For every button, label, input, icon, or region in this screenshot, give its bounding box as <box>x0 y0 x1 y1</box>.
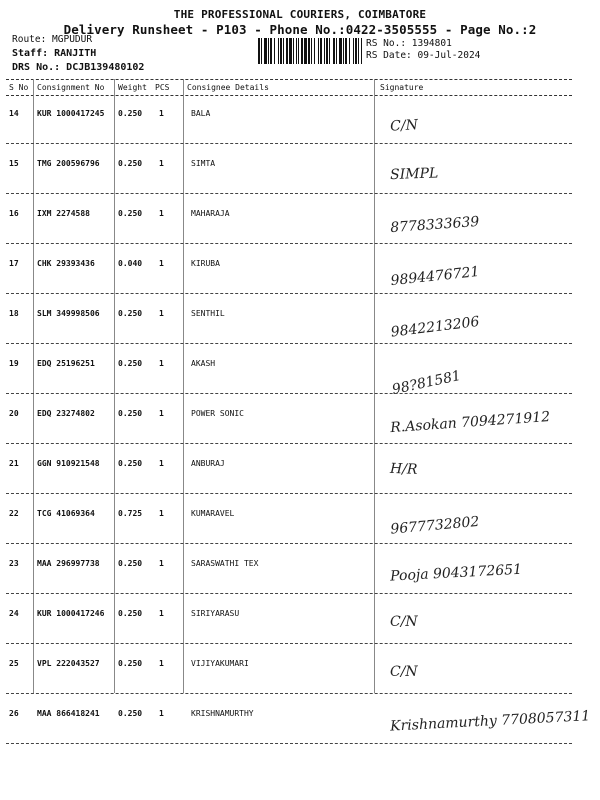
signature-text: Krishnamurthy 7708057311 <box>389 708 591 735</box>
cell-pcs: 1 <box>159 459 164 468</box>
runsheet-meta-left <box>12 33 144 75</box>
cell-weight: 0.250 <box>118 459 143 468</box>
table-row <box>0 346 600 399</box>
col-header-consignment: Consignment No <box>37 83 105 92</box>
row-separator <box>6 343 572 344</box>
cell-consignment: EDQ 25196251 <box>37 359 95 368</box>
cell-weight: 0.250 <box>118 659 143 668</box>
cell-sno: 19 <box>9 359 19 368</box>
signature-text: R.Asokan 7094271912 <box>389 408 551 437</box>
signature-text: SIMPL <box>389 165 439 184</box>
table-row <box>0 296 600 346</box>
signature-handwriting <box>378 446 578 494</box>
table-row <box>0 696 600 746</box>
signature-text: 98?81581 <box>390 367 463 399</box>
cell-sno: 26 <box>9 709 19 718</box>
row-separator <box>6 243 572 244</box>
barcode-image <box>258 38 362 64</box>
row-separator <box>6 443 572 444</box>
signature-text: 9842213206 <box>389 313 481 341</box>
col-header-sno: S No <box>9 83 29 92</box>
table-row <box>0 646 600 696</box>
cell-consignment: VPL 222043527 <box>37 659 100 668</box>
cell-consignee: ANBURAJ <box>191 459 225 468</box>
company-name: THE PROFESSIONAL COURIERS, COIMBATORE <box>173 8 427 21</box>
cell-pcs: 1 <box>159 509 164 518</box>
signature-handwriting <box>378 346 578 399</box>
cell-weight: 0.250 <box>118 309 143 318</box>
signature-text: 9894476721 <box>389 263 481 290</box>
table-row <box>0 596 600 646</box>
cell-sno: 23 <box>9 559 19 568</box>
rs-date: RS Date: 09-Jul-2024 <box>366 50 481 61</box>
table-row <box>0 196 600 246</box>
cell-pcs: 1 <box>159 709 164 718</box>
col-header-signature: Signature <box>380 83 424 92</box>
cell-consignee: SIMTA <box>191 159 216 168</box>
cell-weight: 0.250 <box>118 109 143 118</box>
row-separator <box>6 543 572 544</box>
cell-sno: 17 <box>9 259 19 268</box>
col-header-consignee: Consignee Details <box>187 83 269 92</box>
cell-weight: 0.250 <box>118 709 143 718</box>
signature-handwriting <box>378 96 578 144</box>
row-separator <box>6 643 572 644</box>
rs-number: RS No.: 1394801 <box>366 38 452 49</box>
cell-weight: 0.250 <box>118 359 143 368</box>
cell-consignee: AKASH <box>191 359 216 368</box>
table-row <box>0 246 600 296</box>
cell-consignment: CHK 29393436 <box>37 259 95 268</box>
signature-text: Pooja 9043172651 <box>389 561 523 585</box>
signature-handwriting <box>378 496 578 544</box>
cell-consignee: BALA <box>191 109 211 118</box>
row-separator <box>6 593 572 594</box>
signature-text: 8778333639 <box>389 213 480 237</box>
cell-weight: 0.250 <box>118 409 143 418</box>
cell-consignment: TMG 200596796 <box>37 159 100 168</box>
table-row <box>0 146 600 196</box>
cell-weight: 0.250 <box>118 159 143 168</box>
table-row <box>0 396 600 446</box>
cell-weight: 0.725 <box>118 509 143 518</box>
cell-sno: 14 <box>9 109 19 118</box>
cell-pcs: 1 <box>159 609 164 618</box>
cell-consignment: MAA 296997738 <box>37 559 100 568</box>
cell-consignment: EDQ 23274802 <box>37 409 95 418</box>
cell-pcs: 1 <box>159 159 164 168</box>
signature-text: C/N <box>389 117 419 135</box>
cell-pcs: 1 <box>159 309 164 318</box>
cell-weight: 0.250 <box>118 609 143 618</box>
cell-sno: 16 <box>9 209 19 218</box>
cell-consignee: MAHARAJA <box>191 209 230 218</box>
cell-weight: 0.040 <box>118 259 143 268</box>
signature-handwriting <box>378 696 591 744</box>
cell-consignment: KUR 1000417246 <box>37 609 105 618</box>
signature-handwriting <box>378 146 578 194</box>
signature-handwriting <box>378 646 578 694</box>
signature-text: C/N <box>390 614 418 630</box>
table-row <box>0 446 600 496</box>
cell-consignee: POWER SONIC <box>191 409 244 418</box>
cell-sno: 20 <box>9 409 19 418</box>
row-separator <box>6 143 572 144</box>
cell-consignment: GGN 910921548 <box>37 459 100 468</box>
row-separator <box>6 293 572 294</box>
signature-text: H/R <box>389 460 418 478</box>
row-separator <box>6 693 572 694</box>
cell-consignee: KRISHNAMURTHY <box>191 709 254 718</box>
cell-weight: 0.250 <box>118 559 143 568</box>
staff-label: Staff: RANJITH <box>12 48 97 59</box>
cell-consignee: VIJIYAKUMARI <box>191 659 249 668</box>
table-row <box>0 496 600 546</box>
runsheet-meta-right <box>366 38 480 62</box>
cell-consignment: KUR 1000417245 <box>37 109 105 118</box>
row-separator <box>6 743 572 744</box>
cell-consignee: KIRUBA <box>191 259 220 268</box>
cell-pcs: 1 <box>159 109 164 118</box>
cell-consignment: MAA 866418241 <box>37 709 100 718</box>
cell-consignee: SIRIYARASU <box>191 609 240 618</box>
row-separator <box>6 493 572 494</box>
cell-sno: 18 <box>9 309 19 318</box>
signature-handwriting <box>378 546 578 594</box>
cell-pcs: 1 <box>159 359 164 368</box>
signature-handwriting <box>378 196 578 244</box>
cell-weight: 0.250 <box>118 209 143 218</box>
signature-handwriting <box>378 246 578 294</box>
signature-handwriting <box>378 296 578 344</box>
runsheet-title: Delivery Runsheet - P103 - Phone No.:0422-3505555 - Page No.:2 <box>63 22 537 37</box>
signature-text: 9677732802 <box>389 513 480 538</box>
cell-sno: 22 <box>9 509 19 518</box>
cell-consignment: IXM 2274588 <box>37 209 90 218</box>
cell-sno: 15 <box>9 159 19 168</box>
signature-text: C/N <box>390 664 418 680</box>
table-top-rule <box>6 79 572 80</box>
cell-consignment: SLM 349998506 <box>37 309 100 318</box>
signature-handwriting <box>378 596 578 644</box>
col-header-pcs: PCS <box>155 83 170 92</box>
cell-sno: 25 <box>9 659 19 668</box>
cell-pcs: 1 <box>159 659 164 668</box>
drs-number: DRS No.: DCJB139480102 <box>12 62 145 73</box>
signature-handwriting <box>378 396 578 444</box>
cell-pcs: 1 <box>159 259 164 268</box>
route-label: Route: MGPUDUR <box>12 34 93 45</box>
cell-pcs: 1 <box>159 559 164 568</box>
cell-consignment: TCG 41069364 <box>37 509 95 518</box>
cell-sno: 21 <box>9 459 19 468</box>
cell-pcs: 1 <box>159 209 164 218</box>
cell-consignee: SENTHIL <box>191 309 225 318</box>
cell-consignee: KUMARAVEL <box>191 509 235 518</box>
row-separator <box>6 193 572 194</box>
col-header-weight: Weight <box>118 83 147 92</box>
row-separator <box>6 393 572 394</box>
table-row <box>0 546 600 596</box>
cell-pcs: 1 <box>159 409 164 418</box>
cell-sno: 24 <box>9 609 19 618</box>
cell-consignee: SARASWATHI TEX <box>191 559 259 568</box>
table-row <box>0 96 600 146</box>
